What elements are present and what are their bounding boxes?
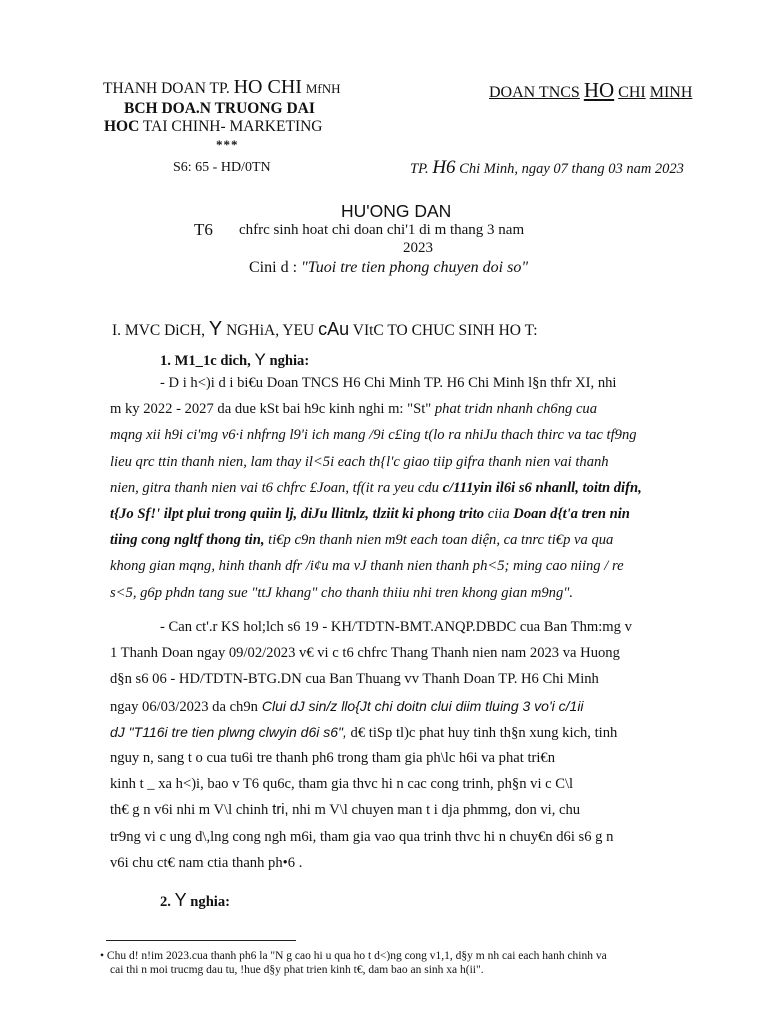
section-1-a: I. MVC DiCH, xyxy=(112,322,206,339)
subsection-2-c: nghia: xyxy=(190,894,231,910)
para2-line-segment: th€ g n v6i nhi m V\l chinh xyxy=(110,802,269,819)
header-left-line1 xyxy=(103,76,341,99)
para2-line xyxy=(110,724,704,742)
date-c: Chi Minh, ngay 07 thang 03 nam 2023 xyxy=(459,161,684,177)
subsection-2-heading xyxy=(160,890,230,911)
para2-line xyxy=(110,776,704,793)
header-right-b: HO xyxy=(583,78,615,102)
para2-line-segment: d§n s6 06 - HD/TDTN-BTG.DN cua Ban Thuang vv Thanh Doan TP. H6 Chi Minh xyxy=(110,671,599,688)
para2-line-segment: 1 Thanh Doan ngay 09/02/2023 v€ vi c t6 chfrc Thang Thanh nien nam 2023 va Huong xyxy=(110,645,620,662)
para1-line xyxy=(110,532,704,549)
para2-line xyxy=(160,619,704,636)
title-subtitle-line1: chfrc sinh hoat chi doan chi'1 di m thang 3 nam xyxy=(239,222,525,238)
header-left-line1-a: THANH DOAN TP. xyxy=(103,80,230,97)
topic-value: "Tuoi tre tien phong chuyen doi so" xyxy=(301,259,529,276)
para1-line-segment: - D i h<)i d i bi€u Doan TNCS H6 Chi Minh TP. H6 Chi Minh l§n thfr XI, nhi xyxy=(160,375,617,391)
para1-line-segment: nien, gitra thanh nien vai t6 chfrc £Joan, tf(it ra yeu cdu xyxy=(110,479,439,496)
para1-line-segment: ciia xyxy=(484,506,510,522)
para2-line-segment: Clui dJ sin/z llo{Jt chi doitn clui diim tluing 3 vo'i c/1ii xyxy=(257,697,584,714)
header-left-line3-b: TAI CHINH- MARKETING xyxy=(142,118,323,135)
para2-line xyxy=(110,802,704,819)
para1-line xyxy=(110,506,704,523)
para1-line xyxy=(110,585,573,602)
title-t6: T6 xyxy=(194,220,213,239)
para1-line xyxy=(160,375,704,392)
subsection-1-heading xyxy=(160,350,309,370)
section-1-e: VItC TO CHUC SINH HO T: xyxy=(352,322,538,339)
para2-line-segment: v6i chu ct€ nam ctia thanh ph•6 . xyxy=(110,854,303,871)
para1-line-segment: phat tridn nhanh ch6ng cua xyxy=(431,401,598,418)
document-reference-number: S6: 65 - HD/0TN xyxy=(173,160,271,175)
header-right-c: CHI xyxy=(618,84,646,101)
para2-line-segment: dJ "T116i tre tien plwng clwyin d6i s6", xyxy=(110,723,347,740)
para1-line xyxy=(110,454,704,471)
para1-line-segment: c/111yin il6i s6 nhanll, toitn difn, xyxy=(438,479,642,496)
para2-line-segment: tri, xyxy=(268,802,289,819)
footnote-divider xyxy=(106,940,296,941)
subsection-1-c: nghia: xyxy=(269,353,310,369)
header-left-line3-a: HOC xyxy=(104,118,140,135)
para2-line-segment: ngay 06/03/2023 da ch9n xyxy=(110,698,258,715)
para2-line xyxy=(110,698,704,716)
subsection-2-a: 2. xyxy=(160,894,171,910)
section-1-heading xyxy=(112,318,538,341)
section-1-b: Y xyxy=(208,318,223,340)
para1-line-segment: mqng xii h9i ci'mg v6·i nhfrng l9'i ich mang /9i c£ing t(lo ra nhiJu thach thirc va tac tf9ng xyxy=(110,427,637,444)
para1-line-segment: lieu qrc ttin thanh nien, lam thay il<5i each th{l'c giao tiip gifra thanh nien vai thanh xyxy=(110,453,609,470)
para2-line xyxy=(110,750,704,767)
header-left-line1-b: HO CHI xyxy=(233,76,302,98)
date-b: H6 xyxy=(432,157,456,178)
header-left-line1-c: MfNH xyxy=(305,81,341,96)
para1-line-segment: s<5, g6p phdn tang sue "ttJ khang" cho thanh thiiu nhi tren khong gian m9ng". xyxy=(110,584,574,601)
para2-line-segment: kinh t _ xa h<)i, bao v T6 qu6c, tham gia thvc hi n cac cong trinh, ph§n vi c C\l xyxy=(110,776,574,793)
footnote-line-2: cai thi n moi trucmg dau tu, !hue d§y phat trien kinh t€, dam bao an sinh xa h(ii". xyxy=(110,964,484,976)
para2-line-segment: tr9ng vi c ung d\,lng cong ngh m6i, tham gia vao qua trinh thvc hi n chuy€n d6i s6 g n xyxy=(110,828,614,845)
para1-line-segment: t{Jo Sf!' ilpt plui trong quiin lj, diJu llitnlz, tlziit ki phong trito xyxy=(110,506,485,522)
date-a: TP. xyxy=(410,161,429,177)
para2-line xyxy=(110,671,704,688)
section-1-c: NGHiA, YEU xyxy=(226,322,315,339)
header-left-stars: *** xyxy=(216,137,239,152)
para1-line xyxy=(110,558,704,575)
topic-label: Cini d : xyxy=(249,259,298,276)
para2-line xyxy=(110,645,704,662)
para2-line-segment: - Can ct'.r KS hol;lch s6 19 - KH/TDTN-BMT.ANQP.DBDC cua Ban Thm:mg v xyxy=(160,619,632,635)
document-title: HU'ONG DAN xyxy=(341,201,452,221)
footnote-line-1: • Chu d! n!im 2023.cua thanh ph6 la "N g cao hi u qua ho t d<)ng cong v1,1, d§y m nh cai each hanh chinh va xyxy=(100,950,607,962)
document-date xyxy=(410,157,684,179)
header-left-line2: BCH DOA.N TRUONG DAI xyxy=(124,100,315,117)
para1-line-segment: Doan d{t'a tren nin xyxy=(509,506,630,522)
para2-line xyxy=(110,829,704,846)
section-1-d: cAu xyxy=(318,319,350,339)
para1-line xyxy=(110,427,704,444)
header-left-line3 xyxy=(104,118,323,136)
para1-line xyxy=(110,480,704,497)
header-right-a: DOAN TNCS xyxy=(489,84,580,101)
para1-line-segment: ti€p c9n thanh nien m9t each toan diện, ca tnrc ti€p va qua xyxy=(264,532,614,549)
subsection-1-b: Y xyxy=(254,350,266,369)
para2-line-segment: nguy n, sang t o cua tu6i tre thanh ph6 trong tham gia ph\lc h6i va phat tri€n xyxy=(110,750,556,766)
para2-line xyxy=(110,855,302,872)
header-right-org xyxy=(489,78,692,103)
subsection-2-b: Y xyxy=(174,890,187,910)
subsection-1-a: 1. M1_1c dich, xyxy=(160,353,251,369)
para1-line xyxy=(110,401,704,418)
para1-line-segment: m ky 2022 - 2027 da due kSt bai h9c kinh nghi m: "St" xyxy=(110,401,432,418)
title-topic xyxy=(249,259,528,277)
para2-line-segment: d€ tiSp tl)c phat huy tinh th§n xung kich, tinh xyxy=(346,724,618,741)
para1-line-segment: khong gian mqng, hinh thanh dfr /i¢u ma vJ thanh nien thanh ph<5; ming cao niing / re xyxy=(110,558,624,575)
para1-line-segment: tiing cong ngltf thong tin, xyxy=(110,532,265,549)
title-subtitle-line2: 2023 xyxy=(403,240,433,256)
header-right-d: MINH xyxy=(649,84,693,101)
para2-line-segment: nhi m V\l chuyen man t i dja phmmg, don vi, chu xyxy=(288,802,581,819)
